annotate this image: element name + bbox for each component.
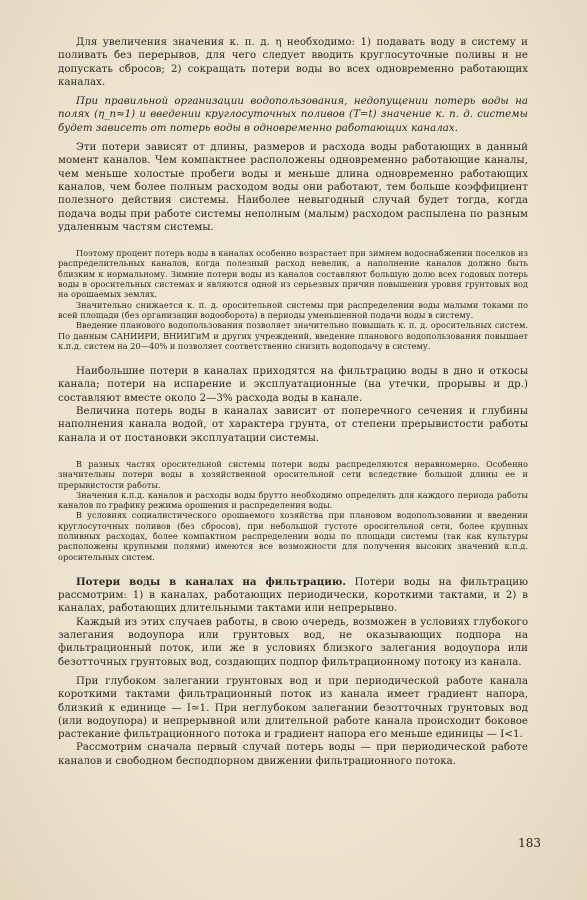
small-paragraph-low-flow: Значительно снижается к. п. д. оросительной системы при распределении воды малыми токами по всей площади (без организации водооборота) в периоды уменьшенной подачи воды в систему. [58,299,528,320]
small-paragraph-socialist-conditions: В условиях социалистического орошаемого хозяйства при плановом водопользовании и введении круглосуточных поливов (без сбросов), при небольшой густоте оросительной сети, более крупных поливных расходах, более компактном распределении воды по площади системы (так как культуры расположены крупными полями) имеются все возможности для получения высоких значений к.п.д. оросительных систем. [58,510,528,562]
small-paragraph-planned-use: Введение планового водопользования позволяет значительно повышать к. п. д. оросительных систем. По данным САНИИРИ, ВНИИГиМ и других учреждений, введение планового водопользования повышает к.п.д. систем на 20—40% и позволяет соответственно снизить водоподачу в систему. [58,320,528,351]
paragraph-first-case: Рассмотрим сначала первый случай потерь воды — при периодической работе каналов и свободном бесподпорном движении фильтрационного потока. [58,742,528,767]
small-paragraph-winter-losses: Поэтому процент потерь воды в каналах особенно возрастает при зимнем водоснабжении поселков из распределительных каналов, когда полезный расход невелик, а наполнение каналов должно быть близким к нормальному. Зимние потери воды из каналов составляют большую долю всех годовых потерь воды в оросительных системах и являются одной из серьезных причин повышения уровня грунтовых вод на орошаемых землях. [58,248,528,300]
paragraph-filtration-intro [58,576,528,616]
paragraph-largest-losses: Наибольшие потери в каналах приходятся на фильтрацию воды в дно и откосы канала; потери на испарение и эксплуатационные (на утечки, прорывы и др.) составляют вместе около 2—3% расхода воды в канале. [58,366,528,404]
small-paragraph-uneven-distribution: В разных частях оросительной системы потери воды распределяются неравномерно. Особенно значительны потери воды в хозяйственной оросительной сети вследствие большой длины ее и прерывистости работы. [58,458,528,490]
paragraph-each-case: Каждый из этих случаев работы, в свою очередь, возможен в условиях глубокого залегания водоупора или грунтовых вод, не оказывающих подпора на фильтрационный поток, или же в условиях близкого залегания водоупора или безотточных грунтовых вод, создающих подпор фильтрационному потоку из канала. [58,616,528,668]
paragraph-deep-groundwater: При глубоком залегании грунтовых вод и при периодической работе канала короткими тактами фильтрационный поток из канала имеет градиент напора, близкий к единице — I≃1. При неглубоком залегании безотточных грунтовых вод (или водоупора) и непрерывной или длительной работе канала происходит боковое растекание фильтрационного потока и градиент напора его меньше единицы — I<1. [58,675,528,741]
paragraph-filtration-intro-text: Потери воды на фильтрацию рассмотрим: 1) в каналах, работающих периодически, короткими тактами, и 2) в каналах, работающих длительными тактами или непрерывно. [58,576,528,615]
paragraph-efficiency-increase: Для увеличения значения к. п. д. η необходимо: 1) подавать воду в систему и поливать без перерывов, для чего следует вводить круглосуточные поливы и не допускать сбросов; 2) сокращать потери воды во всех одновременно работающих каналах. [58,37,528,88]
paragraph-losses-depend: Эти потери зависят от длины, размеров и расхода воды работающих в данный момент каналов. Чем компактнее расположены одновременно работающие каналы, чем меньше холостые пробеги воды и меньше длина одновременно работающих каналов, чем более полным расходом воды они работают, тем больше коэффициент полезного действия системы. Наиболее невыгодный случай будет тогда, когда подача воды при работе системы неполным (малым) расходом распылена по разным удаленным частям системы. [58,142,528,233]
section-heading-filtration: Потери воды в каналах на фильтрацию. [76,575,347,588]
page-content [58,36,528,768]
paragraph-italic-conclusion: При правильной организации водопользования, недопущении потерь воды на полях (η_п≈1) и введении круглосуточных поливов (T=t) значение к. п. д. системы будет зависеть от потерь воды в одновременно работающих каналах. [58,96,528,134]
paragraph-loss-magnitude: Величина потерь воды в каналах зависит от поперечного сечения и глубины наполнения канала водой, от характера грунта, от степени прерывистости работы канала и от постановки эксплуатации системы. [58,406,528,444]
page-number: 183 [518,836,541,850]
small-paragraph-efficiency-values: Значения к.п.д. каналов и расходы воды брутто необходимо определять для каждого периода работы каналов по графику режима орошения и распределения воды. [58,489,528,511]
